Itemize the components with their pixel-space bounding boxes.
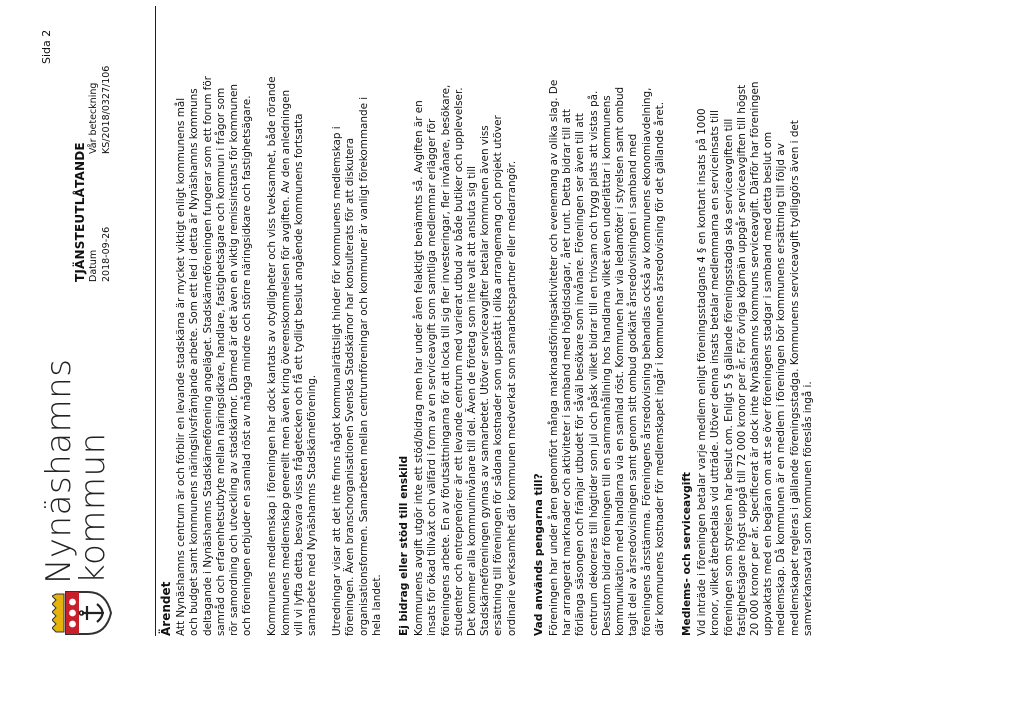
document-body (160, 76, 827, 636)
page-number: Sida 2 (40, 29, 53, 64)
paragraph: Kommunens avgift utgör inte ett stöd/bidrag men har under åren felaktigt benämnts så. Avgiften är en insats för ökad tillväxt och välfärd i form av en serviceavgift som samtliga medlemmar erlägger för föreningens arbete. En av förutsättningarna för att locka till sig fler investeringar, fler invånare, besökare, studenter och entreprenörer är ett levande centrum med varierat utbud av både butiker och upplevelser. Det kommer alla kommuninvånare till del. Även de företag som inte valt att ansluta sig till Stadskärneföreningen gynnas av samarbetet. Utöver serviceavgifter betalar kommunen även viss ersättning till föreningen för sådana kostnader som uppstått i olika arrangemang och projekt utöver ordinarie verksamhet där kommunen medverkat som samarbetspartner eller medarrangör. (413, 84, 518, 636)
date-label: Datum (88, 249, 99, 282)
reference-label: Vår beteckning (88, 82, 99, 154)
coat-of-arms-icon (52, 590, 112, 636)
document-type: TJÄNSTEUTLÅTANDE (73, 142, 87, 282)
municipality-logo-text: Nynäshamns kommun (39, 358, 113, 584)
header-divider (155, 6, 156, 636)
paragraph: Kommunens medlemskap i föreningen har dock kantats av otydligheter och viss tveksamhet, både rörande kommunens medlemskap generellt men även kring överenskommelsen för avgiften. Av den anledningen vill vi lyfta detta, besvara vissa frågetecken och få ett tydligt beslut angående kommunens fortsatta samarbete med Nynäshamns Stadskärneförening. (266, 76, 319, 636)
paragraph: Föreningen har under åren genomfört många marknadsföringsaktiviteter och evenemang av olika slag. De har arrangerat marknader och aktiviteter i samband med högtidsdagar, året runt. Detta bidrar till att förlänga säsongen och främjar utbudet för såväl besökare som invånare. Föreningen ser även till att centrum dekoreras till högtider som jul och påsk vilket bidrar till en trivsam och trygg plats att vistas på. Dessutom bidrar föreningen till en sammanhållning hos handlarna vilket även underlättar i kommunens kommunikation med handlarna via en samlad röst. Kommunen har via ledamöter i styrelsen samt ombud tagit del av årsredovisningen samt genom sitt ombud godkänt årsredovisningen i samband med föreningens årsstämma. Föreningens årsredovisning behandlas också av kommunens ekonomiavdelning, där kommunens kostnader för medlemskapet ingår i kommunens årsredovisning för det gällande året. (548, 79, 666, 636)
section-heading-arendet: Ärendet (159, 581, 173, 636)
section-heading-serviceavgift: Medlems- och serviceavgift (680, 471, 693, 636)
section-heading-pengarna: Vad används pengarna till? (532, 473, 545, 636)
paragraph: Utredningar visar att det inte finns något kommunalrättsligt hinder för kommunens medlemskap i föreningen. Även branschorganisationen Svenska Stadskärnor har konsulterats för att diskutera organisationsformen. Samarbeten mellan centrumföreningar och kommuner är vanligt förekommande i hela landet. (331, 96, 383, 636)
paragraph: Vid inträde i föreningen betalar varje medlem enligt föreningsstadgans 4 § en kontant insats på 1000 kronor, vilket återbetalas vid utträde. Utöver denna insats betalar medlemmarna en serviceinsats till föreningen som styrelsen har beslut om. Enligt 5 § gällande föreningsstadga ska serviceavgiften till fastighetsägare högst uppgå till 72 000 kronor per år. För övriga köpmän uppgår serviceavgiften till högst 20 000 kronor per år. Specificerat är dock inte Nynäshamns kommuns serviceavgift. Därför har föreningen uppvaktats med en begäran om att se över föreningens stadgar i samband med detta beslut om medlemskap. Då kommunen är en medlem i föreningen bör kommunens ersättning till följd av medlemskapet regleras i gällande föreningsstadga. Kommunens serviceavgift tydliggörs även i det samverkansavtal som kommunen föreslås ingå i. (696, 81, 814, 636)
paragraph: Att Nynäshamns centrum är och förblir en levande stadskärna är mycket viktigt enligt kommunens mål och budget samt kommunens näringslivsfrämjande arbete. Som ett led i detta är Nynäshamns kommuns deltagande i Nynäshamns Stadskärneförening angeläget. Stadskärneföreningen fungerar som ett forum för samråd och erfarenhetsutbyte mellan näringsidkare, handlare, fastighetsägare och kommun i frågor som rör samordning och utveckling av stadskärnor. Därmed är det även en viktig remissinstans för kommunen och föreningen erbjuder en samlad röst av många mindre och större näringsidkare och fastighetsägare. (175, 76, 254, 636)
reference-value: KS/2018/0327/106 (101, 65, 112, 154)
section-heading-bidrag: Ej bidrag eller stöd till enskild (398, 455, 411, 636)
date-value: 2018-09-26 (101, 226, 112, 282)
document-info (74, 66, 113, 282)
